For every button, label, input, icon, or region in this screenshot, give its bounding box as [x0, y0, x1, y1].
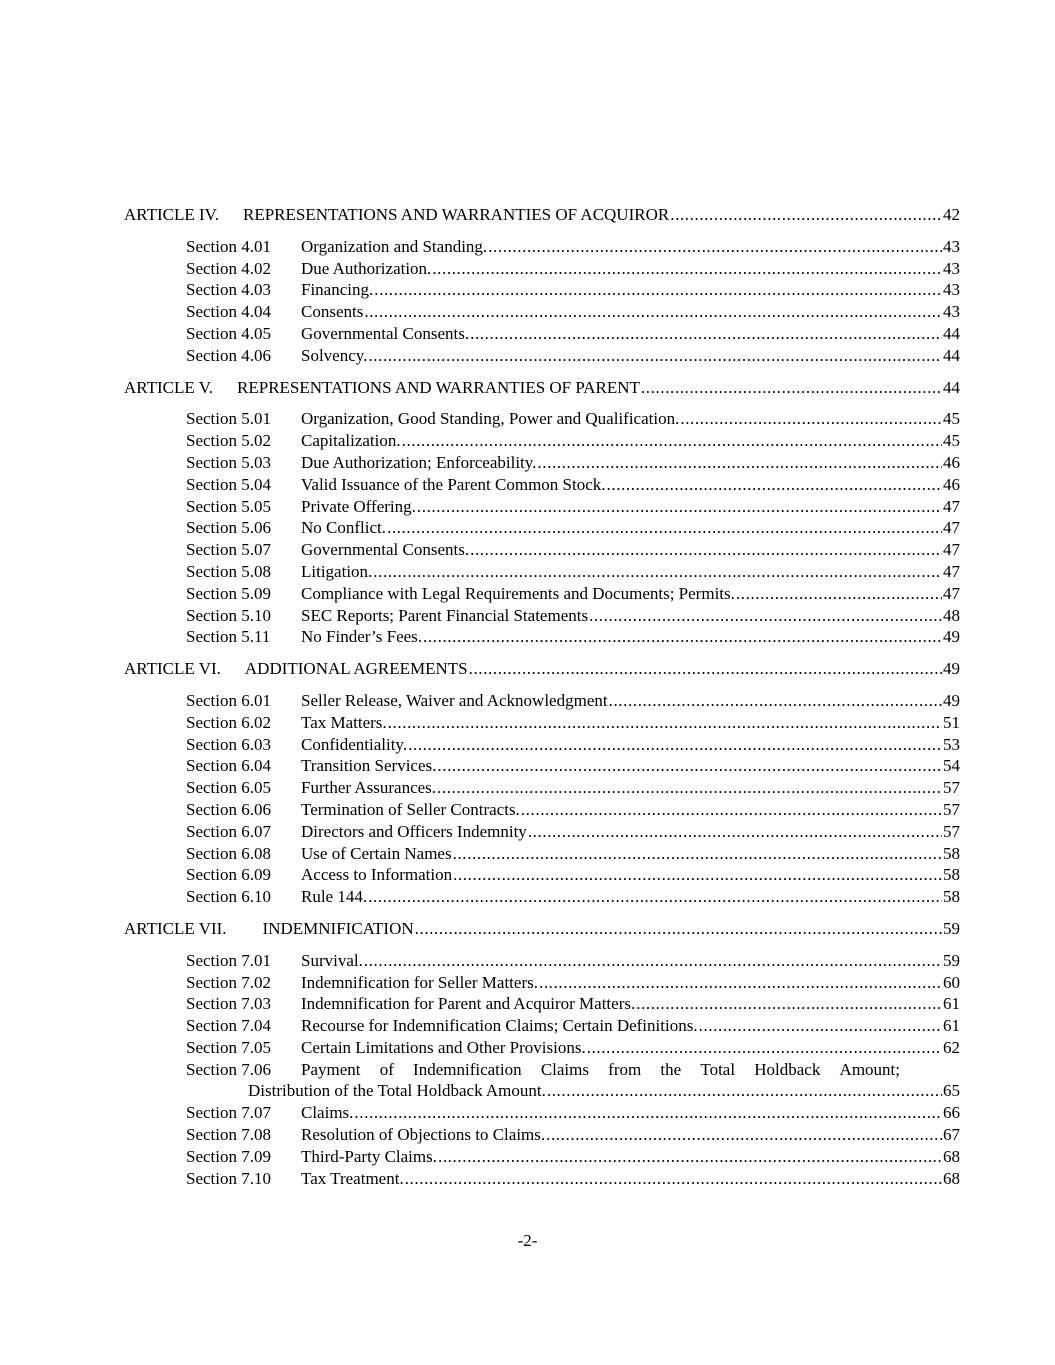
section-title: Organization, Good Standing, Power and Qualification.: [301, 409, 680, 429]
section-title: Governmental Consents.: [301, 323, 470, 343]
section-number: Section 6.02: [186, 712, 271, 732]
section-page-number: 65: [943, 1081, 960, 1101]
section-page-number: 45: [943, 431, 960, 451]
toc-section-row[interactable]: [124, 561, 960, 583]
toc-section-row[interactable]: [124, 690, 960, 712]
section-title: Organization and Standing.: [301, 236, 488, 256]
toc-section-row[interactable]: [124, 452, 960, 474]
dot-leader: [488, 236, 942, 258]
section-number: Section 4.01: [186, 236, 271, 256]
section-title: Certain Limitations and Other Provisions.: [301, 1037, 586, 1057]
section-page-number: 44: [943, 323, 960, 343]
section-number: Section 7.02: [186, 972, 271, 992]
dot-leader: [368, 886, 942, 908]
section-page-number: 43: [943, 302, 960, 322]
section-number: Section 6.06: [186, 799, 271, 819]
toc-section-row[interactable]: [124, 1015, 960, 1037]
section-number: Section 7.08: [186, 1125, 271, 1145]
dot-leader: [680, 408, 942, 430]
article-page-number: 42: [943, 205, 960, 224]
dot-leader: [670, 204, 942, 226]
section-page-number: 43: [943, 236, 960, 256]
section-page-number: 47: [943, 561, 960, 581]
section-page-number: 46: [943, 452, 960, 472]
dot-leader: [469, 658, 942, 680]
section-number: Section 5.09: [186, 583, 271, 603]
dot-leader: [453, 864, 942, 886]
section-title: Consents: [301, 302, 364, 322]
toc-section-row[interactable]: [124, 430, 960, 452]
section-title: Termination of Seller Contracts.: [301, 799, 520, 819]
dot-leader: [537, 452, 942, 474]
article-page-number: 59: [943, 918, 960, 938]
toc-section-row[interactable]: [124, 626, 960, 648]
section-title: Confidentiality.: [301, 734, 408, 754]
section-number: Section 7.06: [186, 1059, 271, 1079]
section-number: Section 7.01: [186, 950, 271, 970]
section-title: SEC Reports; Parent Financial Statements: [301, 605, 589, 625]
section-number: Section 5.04: [186, 474, 271, 494]
dot-leader: [587, 1037, 942, 1059]
dot-leader: [528, 821, 942, 843]
article-title: REPRESENTATIONS AND WARRANTIES OF ACQUIROR: [243, 205, 670, 224]
section-title: Capitalization.: [301, 431, 401, 451]
section-number: Section 5.03: [186, 452, 271, 472]
dot-leader: [432, 258, 942, 280]
section-title: Transition Services.: [301, 756, 437, 776]
section-page-number: 60: [943, 972, 960, 992]
toc-section-row[interactable]: [124, 301, 960, 323]
dot-leader: [470, 539, 942, 561]
section-page-number: 68: [943, 1168, 960, 1188]
section-title: Further Assurances.: [301, 778, 437, 798]
toc-section-row[interactable]: [124, 799, 960, 821]
toc-article-row[interactable]: [124, 204, 960, 226]
dot-leader: [521, 799, 942, 821]
section-page-number: 57: [943, 799, 960, 819]
dot-leader: [423, 626, 942, 648]
section-number: Section 4.04: [186, 302, 271, 322]
section-title: Tax Matters.: [301, 712, 387, 732]
dot-leader: [453, 843, 942, 865]
section-page-number: 66: [943, 1103, 960, 1123]
dot-leader: [736, 583, 942, 605]
section-page-number: 46: [943, 474, 960, 494]
section-page-number: 53: [943, 734, 960, 754]
section-page-number: 48: [943, 605, 960, 625]
section-number: Section 5.06: [186, 518, 271, 538]
section-page-number: 44: [943, 345, 960, 365]
section-page-number: 54: [943, 756, 960, 776]
section-number: Section 5.05: [186, 496, 271, 516]
section-title: Litigation.: [301, 561, 373, 581]
toc-section-row[interactable]: [124, 734, 960, 756]
section-page-number: 62: [943, 1037, 960, 1057]
section-title: No Conflict.: [301, 518, 386, 538]
section-title: Resolution of Objections to Claims.: [301, 1125, 546, 1145]
toc-section-row[interactable]: [124, 236, 960, 258]
dot-leader: [641, 377, 942, 399]
section-title: Due Authorization; Enforceability.: [301, 452, 537, 472]
section-page-number: 45: [943, 409, 960, 429]
toc-section-row[interactable]: [124, 755, 960, 777]
section-title: Rule 144.: [301, 887, 368, 907]
section-page-number: 57: [943, 778, 960, 798]
dot-leader: [368, 345, 942, 367]
section-title: Third-Party Claims.: [301, 1146, 437, 1166]
section-number: Section 5.02: [186, 431, 271, 451]
dot-leader: [438, 1146, 942, 1168]
section-number: Section 6.09: [186, 865, 271, 885]
section-number: Section 7.03: [186, 994, 271, 1014]
section-title: Survival.: [301, 950, 363, 970]
toc-section-row[interactable]: [124, 1059, 960, 1103]
dot-leader: [374, 279, 942, 301]
section-title: Compliance with Legal Requirements and Documents; Permits.: [301, 583, 735, 603]
section-title: Recourse for Indemnification Claims; Certain Definitions.: [301, 1016, 698, 1036]
dot-leader: [437, 777, 942, 799]
dot-leader: [402, 430, 942, 452]
toc-section-row[interactable]: [124, 993, 960, 1015]
dot-leader: [387, 517, 942, 539]
article-number: ARTICLE VII.: [124, 918, 227, 938]
section-number: Section 6.01: [186, 690, 271, 710]
section-number: Section 4.02: [186, 258, 271, 278]
section-page-number: 68: [943, 1146, 960, 1166]
section-page-number: 47: [943, 518, 960, 538]
section-title: Valid Issuance of the Parent Common Stock.: [301, 474, 606, 494]
dot-leader: [609, 690, 942, 712]
dot-leader: [354, 1102, 942, 1124]
section-title: Due Authorization.: [301, 258, 432, 278]
section-page-number: 49: [943, 690, 960, 710]
section-title: Use of Certain Names: [301, 843, 452, 863]
section-title: Directors and Officers Indemnity: [301, 821, 527, 841]
toc-article-row[interactable]: [124, 377, 960, 399]
dot-leader: [364, 301, 942, 323]
section-page-number: 51: [943, 712, 960, 732]
page-number: -2-: [517, 1231, 538, 1250]
section-title: Indemnification for Seller Matters.: [301, 972, 538, 992]
article-title: INDEMNIFICATION: [262, 918, 414, 938]
dot-leader: [547, 1080, 942, 1102]
dot-leader: [408, 734, 942, 756]
toc-article-row[interactable]: [124, 658, 960, 680]
table-of-contents: [124, 204, 960, 1189]
toc-section-row[interactable]: [124, 323, 960, 345]
toc-section-row[interactable]: [124, 843, 960, 865]
section-number: Section 5.07: [186, 540, 271, 560]
article-title: REPRESENTATIONS AND WARRANTIES OF PARENT: [237, 377, 640, 397]
section-title-continued: Distribution of the Total Holdback Amount.: [248, 1081, 546, 1101]
section-title: Tax Treatment.: [301, 1168, 404, 1188]
article-number: ARTICLE VI.: [124, 659, 221, 679]
toc-section-row[interactable]: [124, 950, 960, 972]
article-page-number: 44: [943, 377, 960, 397]
toc-section-row[interactable]: [124, 258, 960, 280]
dot-leader: [437, 755, 942, 777]
section-number: Section 5.11: [186, 627, 271, 647]
section-number: Section 4.03: [186, 280, 271, 300]
dot-leader: [470, 323, 942, 345]
section-number: Section 5.10: [186, 605, 271, 625]
toc-section-row[interactable]: [124, 712, 960, 734]
toc-section-row[interactable]: [124, 886, 960, 908]
dot-leader: [364, 950, 942, 972]
section-number: Section 7.09: [186, 1146, 271, 1166]
dot-leader: [373, 561, 942, 583]
section-title: Claims.: [301, 1103, 354, 1123]
toc-section-row[interactable]: [124, 517, 960, 539]
article-number: ARTICLE V.: [124, 377, 214, 397]
toc-section-row[interactable]: [124, 821, 960, 843]
toc-section-row[interactable]: [124, 864, 960, 886]
toc-section-row[interactable]: [124, 1102, 960, 1124]
dot-leader: [417, 496, 942, 518]
section-page-number: 43: [943, 258, 960, 278]
section-page-number: 67: [943, 1125, 960, 1145]
article-title: ADDITIONAL AGREEMENTS: [244, 659, 468, 679]
dot-leader: [539, 972, 942, 994]
section-page-number: 59: [943, 950, 960, 970]
section-page-number: 47: [943, 496, 960, 516]
section-number: Section 6.07: [186, 821, 271, 841]
toc-section-row[interactable]: [124, 279, 960, 301]
section-title: Indemnification for Parent and Acquiror Matters.: [301, 994, 636, 1014]
article-number: ARTICLE IV.: [124, 205, 219, 224]
section-title: Solvency.: [301, 345, 368, 365]
toc-section-row[interactable]: [124, 474, 960, 496]
dot-leader: [546, 1124, 942, 1146]
section-number: Section 4.05: [186, 323, 271, 343]
toc-section-row[interactable]: [124, 539, 960, 561]
section-page-number: 47: [943, 583, 960, 603]
article-page-number: 49: [943, 659, 960, 679]
section-title: No Finder’s Fees.: [301, 627, 423, 647]
section-number: Section 7.07: [186, 1103, 271, 1123]
section-title: Private Offering.: [301, 496, 416, 516]
section-page-number: 47: [943, 540, 960, 560]
dot-leader: [699, 1015, 942, 1037]
section-page-number: 58: [943, 887, 960, 907]
toc-section-row[interactable]: [124, 1168, 960, 1190]
toc-section-row[interactable]: [124, 1037, 960, 1059]
dot-leader: [589, 605, 942, 627]
dot-leader: [415, 918, 942, 940]
section-title: Financing.: [301, 280, 374, 300]
dot-leader: [636, 993, 942, 1015]
section-number: Section 7.04: [186, 1016, 271, 1036]
section-number: Section 6.04: [186, 756, 271, 776]
section-number: Section 5.08: [186, 561, 271, 581]
dot-leader: [405, 1168, 942, 1190]
toc-article-row[interactable]: [124, 918, 960, 940]
section-number: Section 4.06: [186, 345, 271, 365]
toc-section-row[interactable]: [124, 1124, 960, 1146]
section-page-number: 49: [943, 627, 960, 647]
section-page-number: 58: [943, 843, 960, 863]
section-number: Section 6.03: [186, 734, 271, 754]
toc-section-row[interactable]: [124, 583, 960, 605]
section-title: Access to Information: [301, 865, 453, 885]
section-number: Section 6.10: [186, 887, 271, 907]
section-page-number: 61: [943, 994, 960, 1014]
toc-section-row[interactable]: [124, 408, 960, 430]
section-page-number: 43: [943, 280, 960, 300]
toc-section-row[interactable]: [124, 777, 960, 799]
section-number: Section 6.05: [186, 778, 271, 798]
dot-leader: [607, 474, 942, 496]
section-page-number: 58: [943, 865, 960, 885]
section-number: Section 6.08: [186, 843, 271, 863]
toc-section-row[interactable]: [124, 972, 960, 994]
section-title: Payment of Indemnification Claims from the Total Holdback Amount;: [301, 1059, 900, 1079]
toc-section-row[interactable]: [124, 345, 960, 367]
section-page-number: 61: [943, 1016, 960, 1036]
toc-section-row[interactable]: [124, 496, 960, 518]
section-number: Section 5.01: [186, 409, 271, 429]
toc-section-row[interactable]: [124, 1146, 960, 1168]
dot-leader: [388, 712, 942, 734]
section-title: Seller Release, Waiver and Acknowledgment: [301, 690, 608, 710]
section-title: Governmental Consents.: [301, 540, 470, 560]
toc-section-row[interactable]: [124, 605, 960, 627]
section-number: Section 7.10: [186, 1168, 271, 1188]
section-number: Section 7.05: [186, 1037, 271, 1057]
section-page-number: 57: [943, 821, 960, 841]
